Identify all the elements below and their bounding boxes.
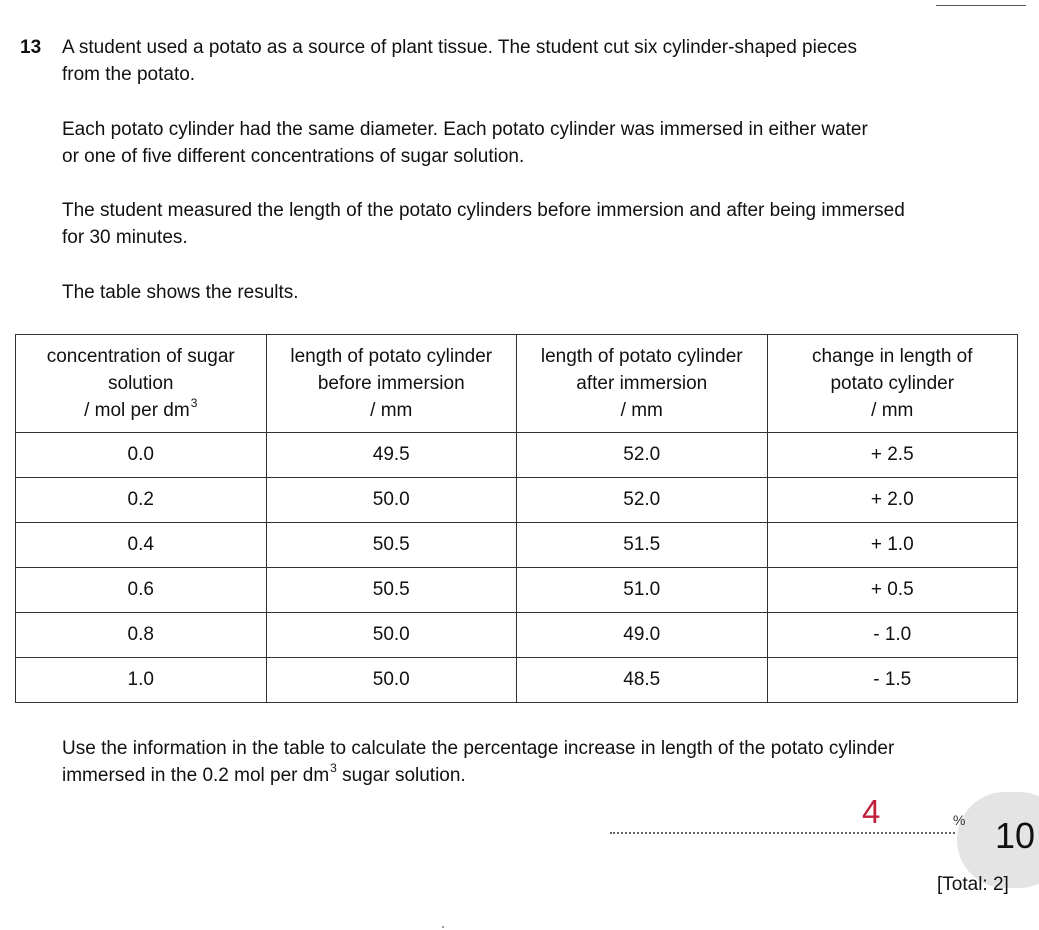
task-line-1: Use the information in the table to calculate the percentage increase in length of the potato cylinder	[62, 738, 895, 759]
question-paragraph-2	[62, 116, 868, 170]
table-cell: 51.5	[517, 523, 768, 568]
para2-line-2: or one of five different concentrations of sugar solution.	[62, 146, 525, 167]
table-cell: 0.6	[16, 568, 267, 613]
results-table	[15, 334, 1018, 703]
marks-tab-number: 10	[995, 815, 1036, 856]
answer-field[interactable]	[610, 832, 955, 834]
question-paragraph-4: The table shows the results.	[62, 282, 299, 303]
task-line-2: immersed in the 0.2 mol per $dm^3$ sugar solution.	[62, 761, 466, 786]
intro-line-2: from the potato.	[62, 64, 196, 85]
intro-line-1: A student used a potato as a source of plant tissue. The student cut six cylinder-shaped pieces	[62, 37, 857, 58]
table-row	[16, 568, 1018, 613]
table-cell: 50.5	[266, 568, 517, 613]
question-intro	[62, 34, 857, 88]
table-cell: 50.5	[266, 523, 517, 568]
question-paragraph-3	[62, 197, 905, 251]
table-header-row	[16, 335, 1018, 433]
table-row	[16, 613, 1018, 658]
table-cell: 49.5	[266, 433, 517, 478]
para3-line-2: for 30 minutes.	[62, 227, 188, 248]
answer-handwritten-value: 4	[862, 793, 881, 830]
table-cell: + 2.0	[767, 478, 1018, 523]
table-cell: + 2.5	[767, 433, 1018, 478]
table-row	[16, 478, 1018, 523]
table-row	[16, 433, 1018, 478]
table-cell: 52.0	[517, 478, 768, 523]
header-change-in-length: change in length of potato cylinder / mm	[767, 335, 1018, 433]
table-cell: 49.0	[517, 613, 768, 658]
header-length-after: length of potato cylinder after immersion / mm	[517, 335, 768, 433]
table-cell: 0.0	[16, 433, 267, 478]
page-speck	[442, 926, 444, 928]
header-concentration: concentration of sugar solution / mol per $dm^3$	[16, 335, 267, 433]
table-cell: 50.0	[266, 658, 517, 703]
para2-line-1: Each potato cylinder had the same diameter. Each potato cylinder was immersed in either water	[62, 119, 868, 140]
table-row	[16, 523, 1018, 568]
table-cell: 0.4	[16, 523, 267, 568]
task-instruction	[62, 735, 894, 789]
table-cell: - 1.5	[767, 658, 1018, 703]
para3-line-1: The student measured the length of the potato cylinders before immersion and after being immersed	[62, 200, 905, 221]
table-cell: 50.0	[266, 478, 517, 523]
table-cell: + 1.0	[767, 523, 1018, 568]
table-cell: 51.0	[517, 568, 768, 613]
table-cell: 48.5	[517, 658, 768, 703]
total-marks: [Total: 2]	[937, 874, 1009, 895]
table-row	[16, 658, 1018, 703]
question-number: 13	[20, 37, 42, 58]
table-cell: - 1.0	[767, 613, 1018, 658]
percent-unit: %	[953, 812, 966, 828]
table-cell: 0.2	[16, 478, 267, 523]
previous-total-marker	[936, 0, 1026, 6]
table-cell: 50.0	[266, 613, 517, 658]
table-cell: 0.8	[16, 613, 267, 658]
table-cell: 52.0	[517, 433, 768, 478]
table-cell: 1.0	[16, 658, 267, 703]
table-cell: + 0.5	[767, 568, 1018, 613]
header-length-before: length of potato cylinder before immersion / mm	[266, 335, 517, 433]
